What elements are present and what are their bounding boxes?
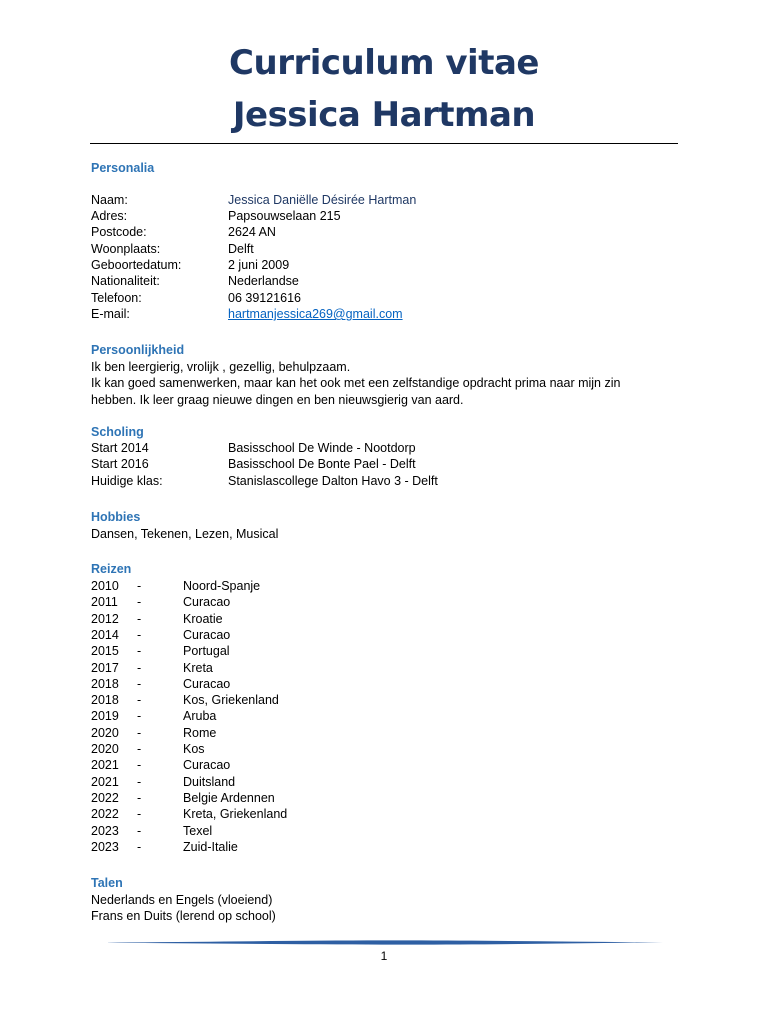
trip-year: 2017 bbox=[91, 661, 119, 675]
trip-destination: Kreta, Griekenland bbox=[183, 807, 288, 821]
trip-year: 2018 bbox=[91, 693, 119, 707]
trip-year: 2023 bbox=[91, 824, 119, 838]
trip-dash: - bbox=[137, 612, 142, 626]
trip-destination: Texel bbox=[183, 824, 213, 838]
trip-dash: - bbox=[137, 824, 142, 838]
trip-dash: - bbox=[137, 807, 142, 821]
trip-dash: - bbox=[137, 775, 142, 789]
value-nationaliteit: Nederlandse bbox=[228, 274, 299, 288]
trip-destination: Kreta bbox=[183, 661, 213, 675]
scholing-school: Basisschool De Bonte Pael - Delft bbox=[228, 457, 416, 471]
value-postcode: 2624 AN bbox=[228, 225, 276, 239]
value-adres: Papsouwselaan 215 bbox=[228, 209, 341, 223]
trip-dash: - bbox=[137, 791, 142, 805]
scholing-school: Stanislascollege Dalton Havo 3 - Delft bbox=[228, 474, 438, 488]
person-name-title: Jessica Hartman bbox=[232, 95, 536, 135]
value-telefoon: 06 39121616 bbox=[228, 291, 301, 305]
persoonlijkheid-line: Ik kan goed samenwerken, maar kan het ook met een zelfstandige opdracht prima naar mijn zin bbox=[91, 376, 621, 390]
persoonlijkheid-line: hebben. Ik leer graag nieuwe dingen en ben nieuwsgierig van aard. bbox=[91, 393, 464, 407]
email-link[interactable]: hartmanjessica269@gmail.com bbox=[228, 307, 403, 321]
scholing-label: Huidige klas: bbox=[91, 474, 163, 488]
label-adres: Adres: bbox=[91, 209, 128, 223]
trip-destination: Curacao bbox=[183, 758, 231, 772]
label-woonplaats: Woonplaats: bbox=[91, 242, 161, 256]
persoonlijkheid-line: Ik ben leergierig, vrolijk , gezellig, behulpzaam. bbox=[91, 360, 351, 374]
talen-line: Frans en Duits (lerend op school) bbox=[91, 909, 276, 923]
trip-year: 2014 bbox=[91, 628, 119, 642]
trip-destination: Belgie Ardennen bbox=[183, 791, 275, 805]
trip-year: 2011 bbox=[91, 595, 118, 609]
title-divider bbox=[90, 143, 678, 144]
trip-destination: Curacao bbox=[183, 595, 231, 609]
trip-dash: - bbox=[137, 661, 142, 675]
trip-year: 2023 bbox=[91, 840, 119, 854]
trip-year: 2015 bbox=[91, 644, 119, 658]
trip-destination: Kroatie bbox=[183, 612, 223, 626]
value-naam: Jessica Daniëlle Désirée Hartman bbox=[228, 193, 417, 207]
trip-year: 2021 bbox=[91, 758, 119, 772]
trip-destination: Portugal bbox=[183, 644, 230, 658]
trip-year: 2020 bbox=[91, 742, 119, 756]
trip-year: 2022 bbox=[91, 791, 119, 805]
trip-dash: - bbox=[137, 726, 142, 740]
trip-destination: Duitsland bbox=[183, 775, 236, 789]
trip-destination: Curacao bbox=[183, 628, 231, 642]
label-naam: Naam: bbox=[91, 193, 128, 207]
trip-destination: Rome bbox=[183, 726, 217, 740]
section-heading-personalia: Personalia bbox=[91, 161, 155, 175]
trip-destination: Noord-Spanje bbox=[183, 579, 261, 593]
trip-year: 2022 bbox=[91, 807, 119, 821]
label-telefoon: Telefoon: bbox=[91, 291, 142, 305]
page-number: 1 bbox=[380, 949, 388, 963]
trip-dash: - bbox=[137, 693, 142, 707]
trip-destination: Curacao bbox=[183, 677, 231, 691]
footer-brush-divider bbox=[108, 940, 663, 945]
trip-dash: - bbox=[137, 644, 142, 658]
label-geboortedatum: Geboortedatum: bbox=[91, 258, 182, 272]
hobbies-text: Dansen, Tekenen, Lezen, Musical bbox=[91, 527, 279, 541]
scholing-label: Start 2014 bbox=[91, 441, 149, 455]
trip-destination: Kos bbox=[183, 742, 205, 756]
label-postcode: Postcode: bbox=[91, 225, 147, 239]
trip-destination: Aruba bbox=[183, 709, 217, 723]
talen-line: Nederlands en Engels (vloeiend) bbox=[91, 893, 273, 907]
section-heading-talen: Talen bbox=[91, 876, 123, 890]
trip-year: 2020 bbox=[91, 726, 119, 740]
scholing-school: Basisschool De Winde - Nootdorp bbox=[228, 441, 416, 455]
trip-dash: - bbox=[137, 840, 142, 854]
trip-year: 2012 bbox=[91, 612, 119, 626]
trip-year: 2010 bbox=[91, 579, 119, 593]
trip-dash: - bbox=[137, 677, 142, 691]
trip-dash: - bbox=[137, 595, 142, 609]
section-heading-hobbies: Hobbies bbox=[91, 510, 141, 524]
trip-year: 2018 bbox=[91, 677, 119, 691]
trip-year: 2021 bbox=[91, 775, 119, 789]
value-woonplaats: Delft bbox=[228, 242, 254, 256]
document-title: Curriculum vitae bbox=[229, 43, 539, 83]
label-nationaliteit: Nationaliteit: bbox=[91, 274, 160, 288]
trip-destination: Zuid-Italie bbox=[183, 840, 238, 854]
section-heading-reizen: Reizen bbox=[91, 562, 132, 576]
trip-dash: - bbox=[137, 579, 142, 593]
label-email: E-mail: bbox=[91, 307, 130, 321]
trip-dash: - bbox=[137, 628, 142, 642]
section-heading-persoonlijkheid: Persoonlijkheid bbox=[91, 343, 185, 357]
trip-dash: - bbox=[137, 758, 142, 772]
trip-destination: Kos, Griekenland bbox=[183, 693, 279, 707]
section-heading-scholing: Scholing bbox=[91, 425, 144, 439]
value-geboortedatum: 2 juni 2009 bbox=[228, 258, 290, 272]
trip-year: 2019 bbox=[91, 709, 119, 723]
scholing-label: Start 2016 bbox=[91, 457, 149, 471]
trip-dash: - bbox=[137, 742, 142, 756]
trip-dash: - bbox=[137, 709, 142, 723]
